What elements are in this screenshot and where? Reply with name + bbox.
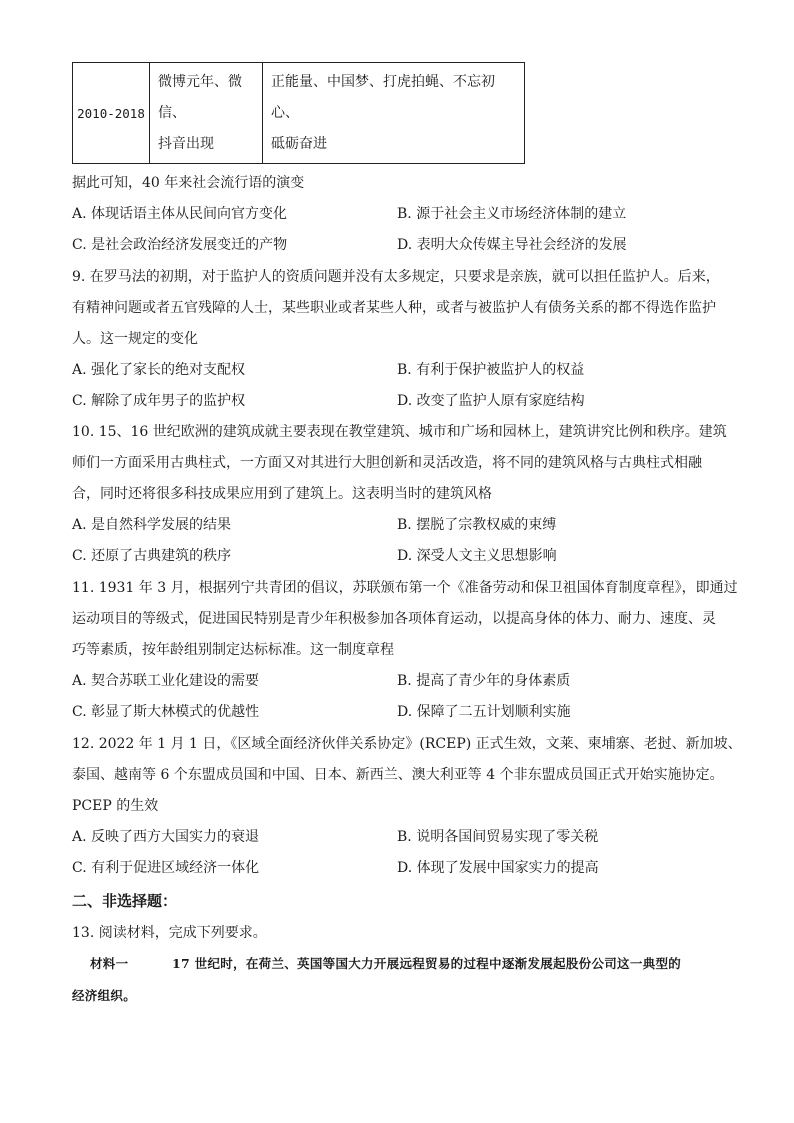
q12-line: 12. 2022 年 1 月 1 日，《区域全面经济伙伴关系协定》(RCEP) 正式生效，文莱、柬埔寨、老挝、新加坡、 xyxy=(72,736,742,752)
table-cell-phrases xyxy=(263,63,525,164)
q10-option-d: D. 深受人文主义思想影响 xyxy=(397,548,557,564)
q11-option-d: D. 保障了二五计划顺利实施 xyxy=(397,704,571,720)
phrase-line: 正能量、中国梦、打虎拍蝇、不忘初 xyxy=(271,73,495,90)
slang-table xyxy=(72,62,525,164)
q10-option-b: B. 摆脱了宗教权威的束缚 xyxy=(397,517,557,533)
q10-line: 师们一方面采用古典柱式，一方面又对其进行大胆创新和灵活改造，将不同的建筑风格与古典柱式相融 xyxy=(72,455,702,471)
table-row xyxy=(73,63,525,164)
media-line: 信、 xyxy=(158,104,186,121)
q9-option-c: C. 解除了成年男子的监护权 xyxy=(72,393,246,409)
q11-option-a: A. 契合苏联工业化建设的需要 xyxy=(72,673,260,689)
q9-option-b: B. 有利于保护被监护人的权益 xyxy=(397,362,585,378)
q11-option-b: B. 提高了青少年的身体素质 xyxy=(397,673,571,689)
q9-option-a: A. 强化了家长的绝对支配权 xyxy=(72,362,246,378)
q12-line: 泰国、越南等 6 个东盟成员国和中国、日本、新西兰、澳大利亚等 4 个非东盟成员国正式开始实施协定。 xyxy=(72,767,724,783)
table-cell-media xyxy=(150,63,263,164)
table-cell-year: 2010-2018 xyxy=(73,63,150,164)
q10-option-a: A. 是自然科学发展的结果 xyxy=(72,517,232,533)
q11-line: 运动项目的等级式，促进国民特别是青少年积极参加各项体育运动，以提高身体的体力、耐力、速度、灵 xyxy=(72,611,716,627)
q9-line: 人。这一规定的变化 xyxy=(72,331,198,347)
q12-option-c: C. 有利于促进区域经济一体化 xyxy=(72,860,260,876)
q11-line: 巧等素质，按年龄组别制定达标标准。这一制度章程 xyxy=(72,642,394,658)
phrase-line: 砥砺奋进 xyxy=(271,135,327,152)
q12-line: PCEP 的生效 xyxy=(72,798,159,814)
q12-option-b: B. 说明各国间贸易实现了零关税 xyxy=(397,829,599,845)
phrase-line: 心、 xyxy=(271,104,299,121)
q8-option-a: A. 体现话语主体从民间向官方变化 xyxy=(72,206,288,222)
material-label: 材料一 xyxy=(90,956,129,971)
q11-line: 11. 1931 年 3 月，根据列宁共青团的倡议，苏联颁布第一个《准备劳动和保卫祖国体育制度章程》，即通过 xyxy=(72,580,738,596)
q8-stem: 据此可知，40 年来社会流行语的演变 xyxy=(72,175,305,191)
q8-option-d: D. 表明大众传媒主导社会经济的发展 xyxy=(397,237,627,253)
q9-line: 9. 在罗马法的初期，对于监护人的资质问题并没有太多规定，只要求是亲族，就可以担任监护人。后来， xyxy=(72,269,720,285)
section-heading: 二、非选择题： xyxy=(72,892,178,910)
q11-option-c: C. 彰显了斯大林模式的优越性 xyxy=(72,704,260,720)
material-text: 17 世纪时，在荷兰、英国等国大力开展远程贸易的过程中逐渐发展起股份公司这一典型的 xyxy=(172,956,682,971)
q10-line: 10. 15、16 世纪欧洲的建筑成就主要表现在教堂建筑、城市和广场和园林上，建筑讲究比例和秩序。建筑 xyxy=(72,424,727,440)
q12-option-a: A. 反映了西方大国实力的衰退 xyxy=(72,829,260,845)
q10-option-c: C. 还原了古典建筑的秩序 xyxy=(72,548,232,564)
material-text: 经济组织。 xyxy=(72,988,137,1003)
q8-option-c: C. 是社会政治经济发展变迁的产物 xyxy=(72,237,288,253)
q8-option-b: B. 源于社会主义市场经济体制的建立 xyxy=(397,206,627,222)
q9-line: 有精神问题或者五官残障的人士，某些职业或者某些人种，或者与被监护人有债务关系的都不得选作监护 xyxy=(72,300,716,316)
q9-option-d: D. 改变了监护人原有家庭结构 xyxy=(397,393,585,409)
q10-line: 合，同时还将很多科技成果应用到了建筑上。这表明当时的建筑风格 xyxy=(72,486,492,502)
media-line: 抖音出现 xyxy=(158,135,214,152)
media-line: 微博元年、微 xyxy=(158,73,242,90)
q12-option-d: D. 体现了发展中国家实力的提高 xyxy=(397,860,599,876)
q13-stem: 13. 阅读材料，完成下列要求。 xyxy=(72,925,267,941)
